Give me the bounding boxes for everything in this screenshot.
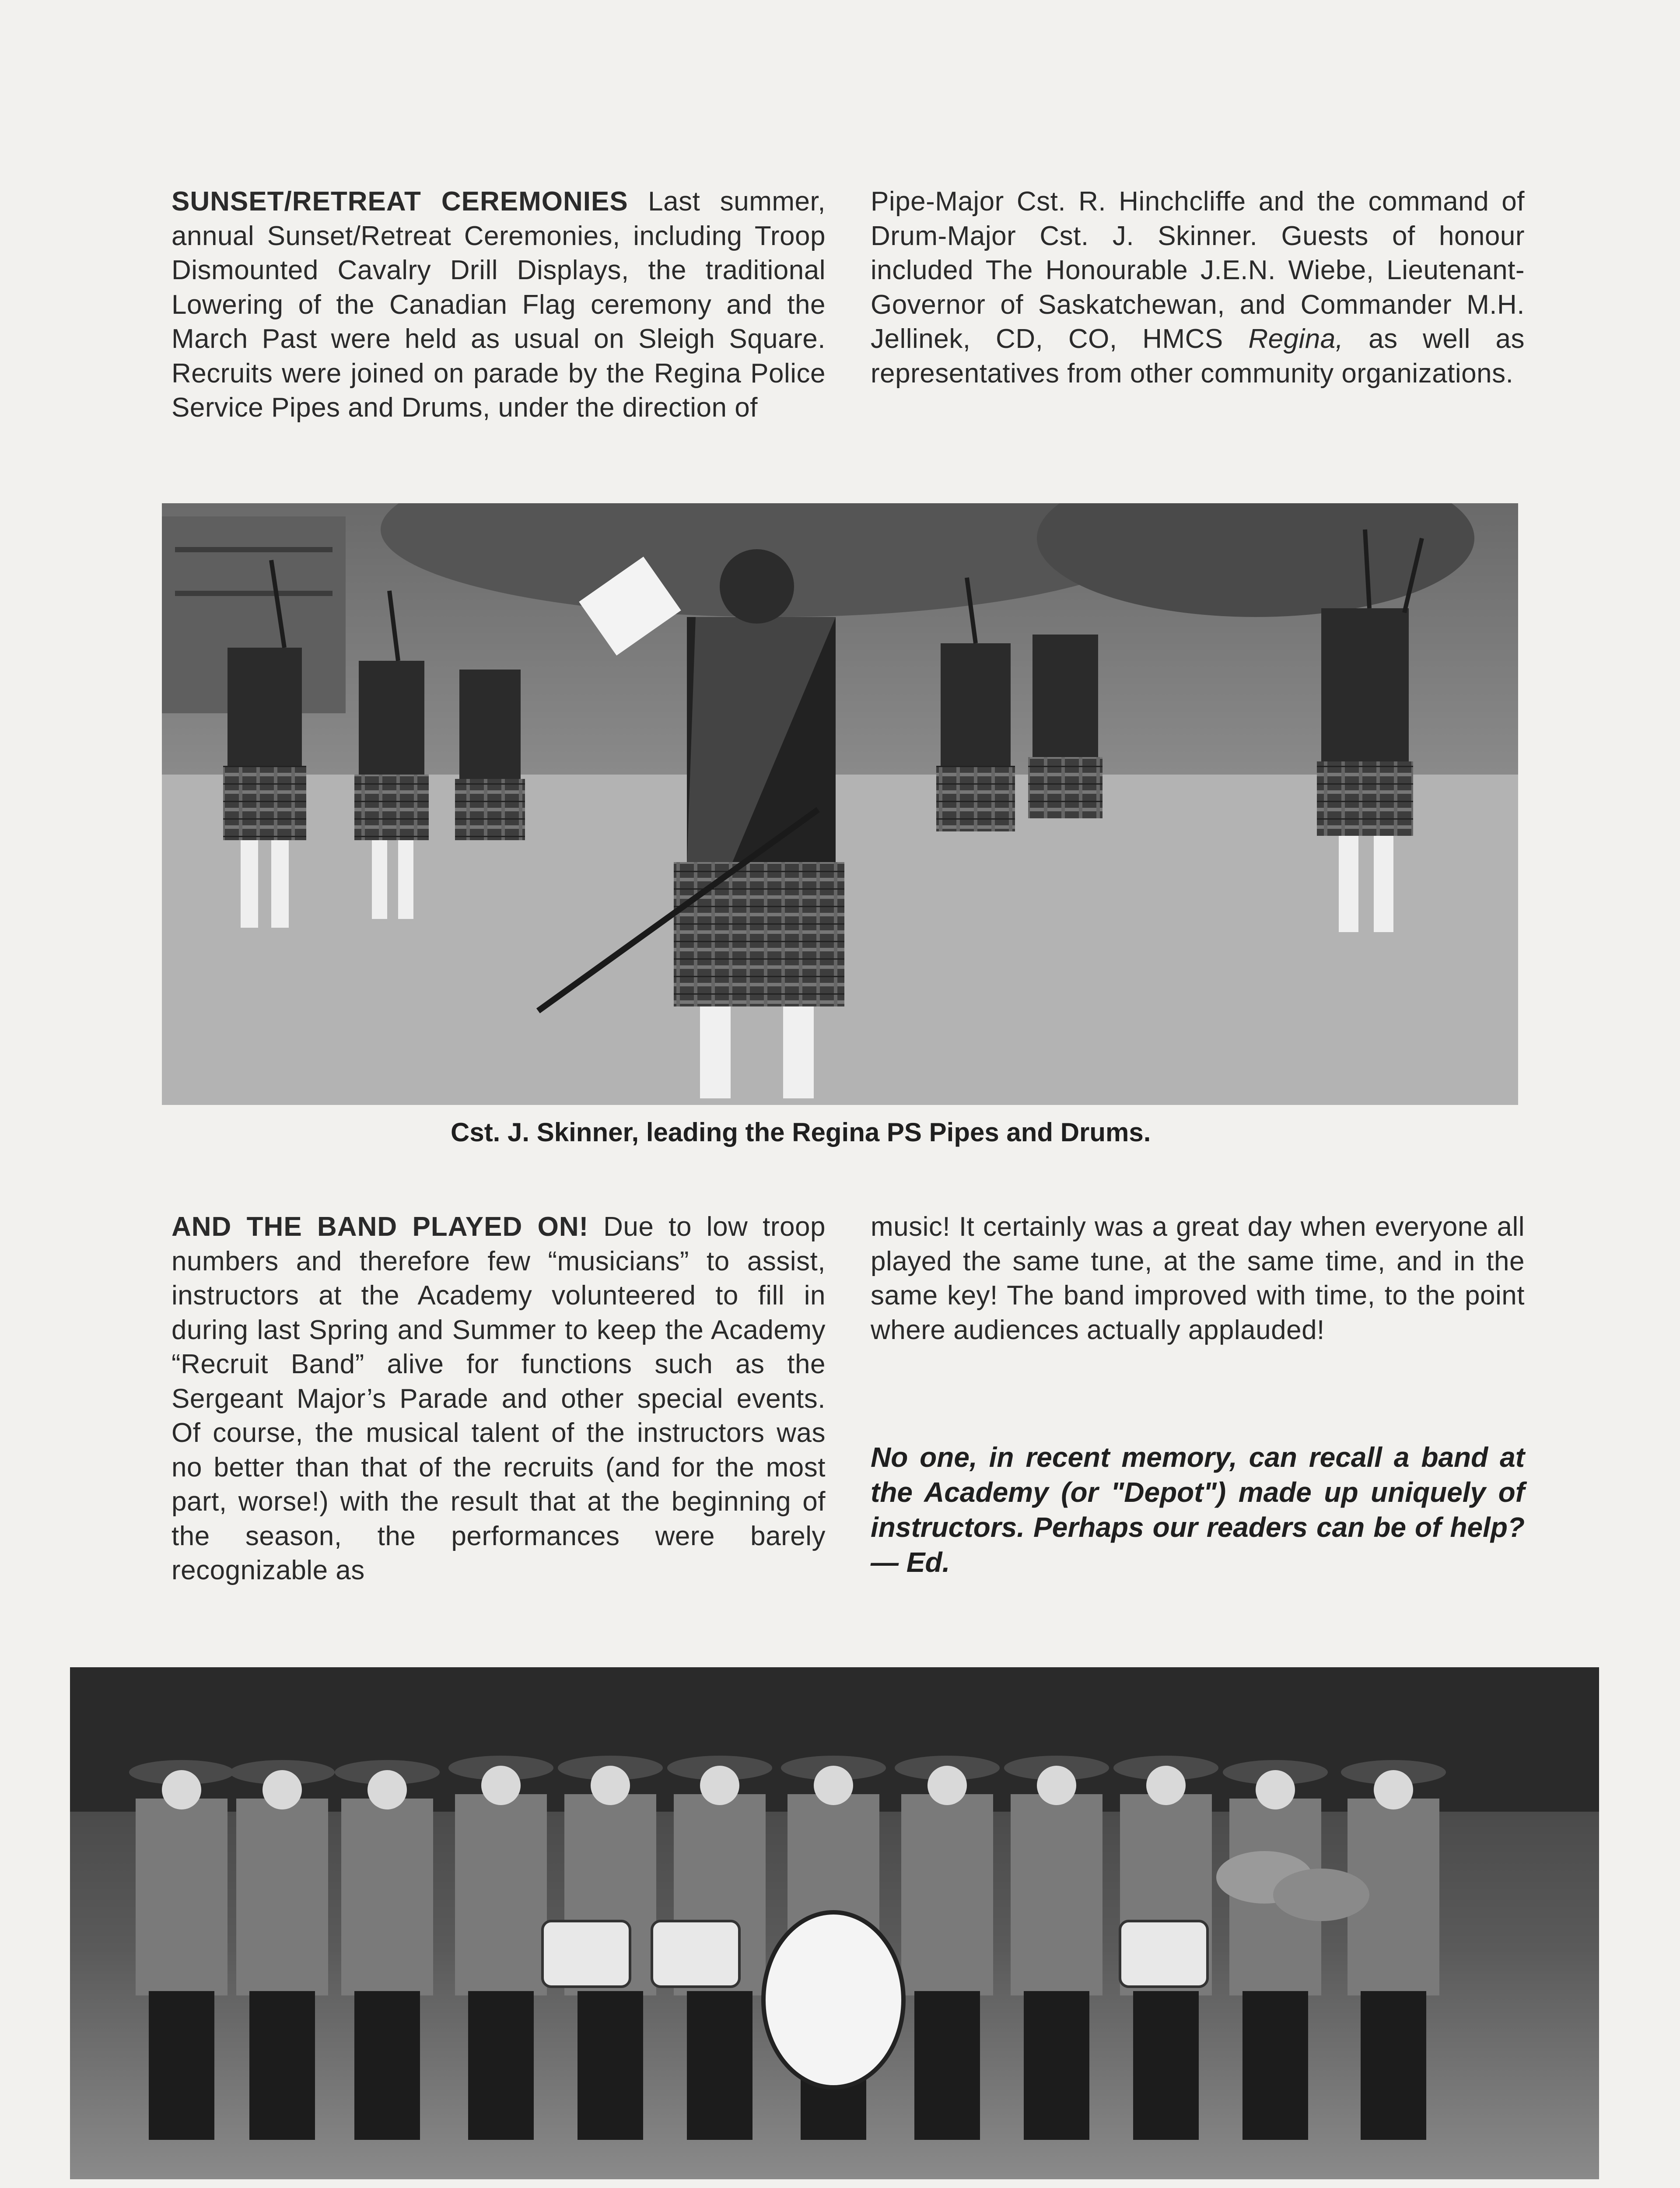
- pipe-band-photo-graphic: [162, 503, 1518, 1105]
- ship-name: Regina,: [1248, 324, 1344, 354]
- article1-paragraph-right: [871, 185, 1525, 391]
- article2-body-left: Due to low troop numbers and therefore few “musicians” to assist, instructors at the Academy volunteered to fill in during last Spring and Summer to keep the Academy “Recruit Band” alive for functions such as the Sergeant Major’s Parade and other special events. Of course, the musical talent of the instructors was no better than that of the recruits (and for the most part, worse!) with the result that at the beginning of the season, the performances were barely recognizable as: [172, 1212, 826, 1585]
- article1-column-right: [871, 185, 1525, 391]
- pipe-band-photo: [162, 503, 1518, 1105]
- article1-body-right-a: Pipe-Major Cst. R. Hinchcliffe and the command of Drum-Major Cst. J. Skinner. Guests of honour included The Honourable J.E.N. Wiebe, Lieutenant-Governor of Saskatchewan, and Commander M.H. Jellinek, CD, CO, HMCS: [871, 186, 1525, 354]
- article2-column-right: [871, 1210, 1525, 1347]
- article2-paragraph-right: music! It certainly was a great day when everyone all played the same tune, at the same time, and in the same key! The band improved with time, to the point where audiences actually applauded!: [871, 1212, 1525, 1345]
- instructor-band-photo-graphic: [70, 1667, 1599, 2179]
- article1-body-right-b: as well as representatives from other community organizations.: [871, 324, 1525, 389]
- article1-column-left: [172, 185, 826, 425]
- article1-body-left: Last summer, annual Sunset/Retreat Ceremonies, including Troop Dismounted Cavalry Drill Displays, the traditional Lowering of the Canadian Flag ceremony and the March Past were held as usual on Sleigh Square. Recruits were joined on parade by the Regina Police Service Pipes and Drums, under the direction of: [172, 186, 826, 423]
- article2-column-left: [172, 1210, 826, 1588]
- editor-note: No one, in recent memory, can recall a band at the Academy (or "Depot") made up uniquely of instructors. Perhaps our readers can be of help? — Ed.: [871, 1441, 1525, 1578]
- pipe-band-caption: Cst. J. Skinner, leading the Regina PS Pipes and Drums.: [451, 1118, 1151, 1147]
- instructor-band-photo: [70, 1667, 1599, 2179]
- article1-paragraph-left: [172, 185, 826, 425]
- article1-heading: SUNSET/RETREAT CEREMONIES: [172, 186, 628, 217]
- article2-heading: AND THE BAND PLAYED ON!: [172, 1212, 589, 1242]
- article2-paragraph-left: [172, 1210, 826, 1588]
